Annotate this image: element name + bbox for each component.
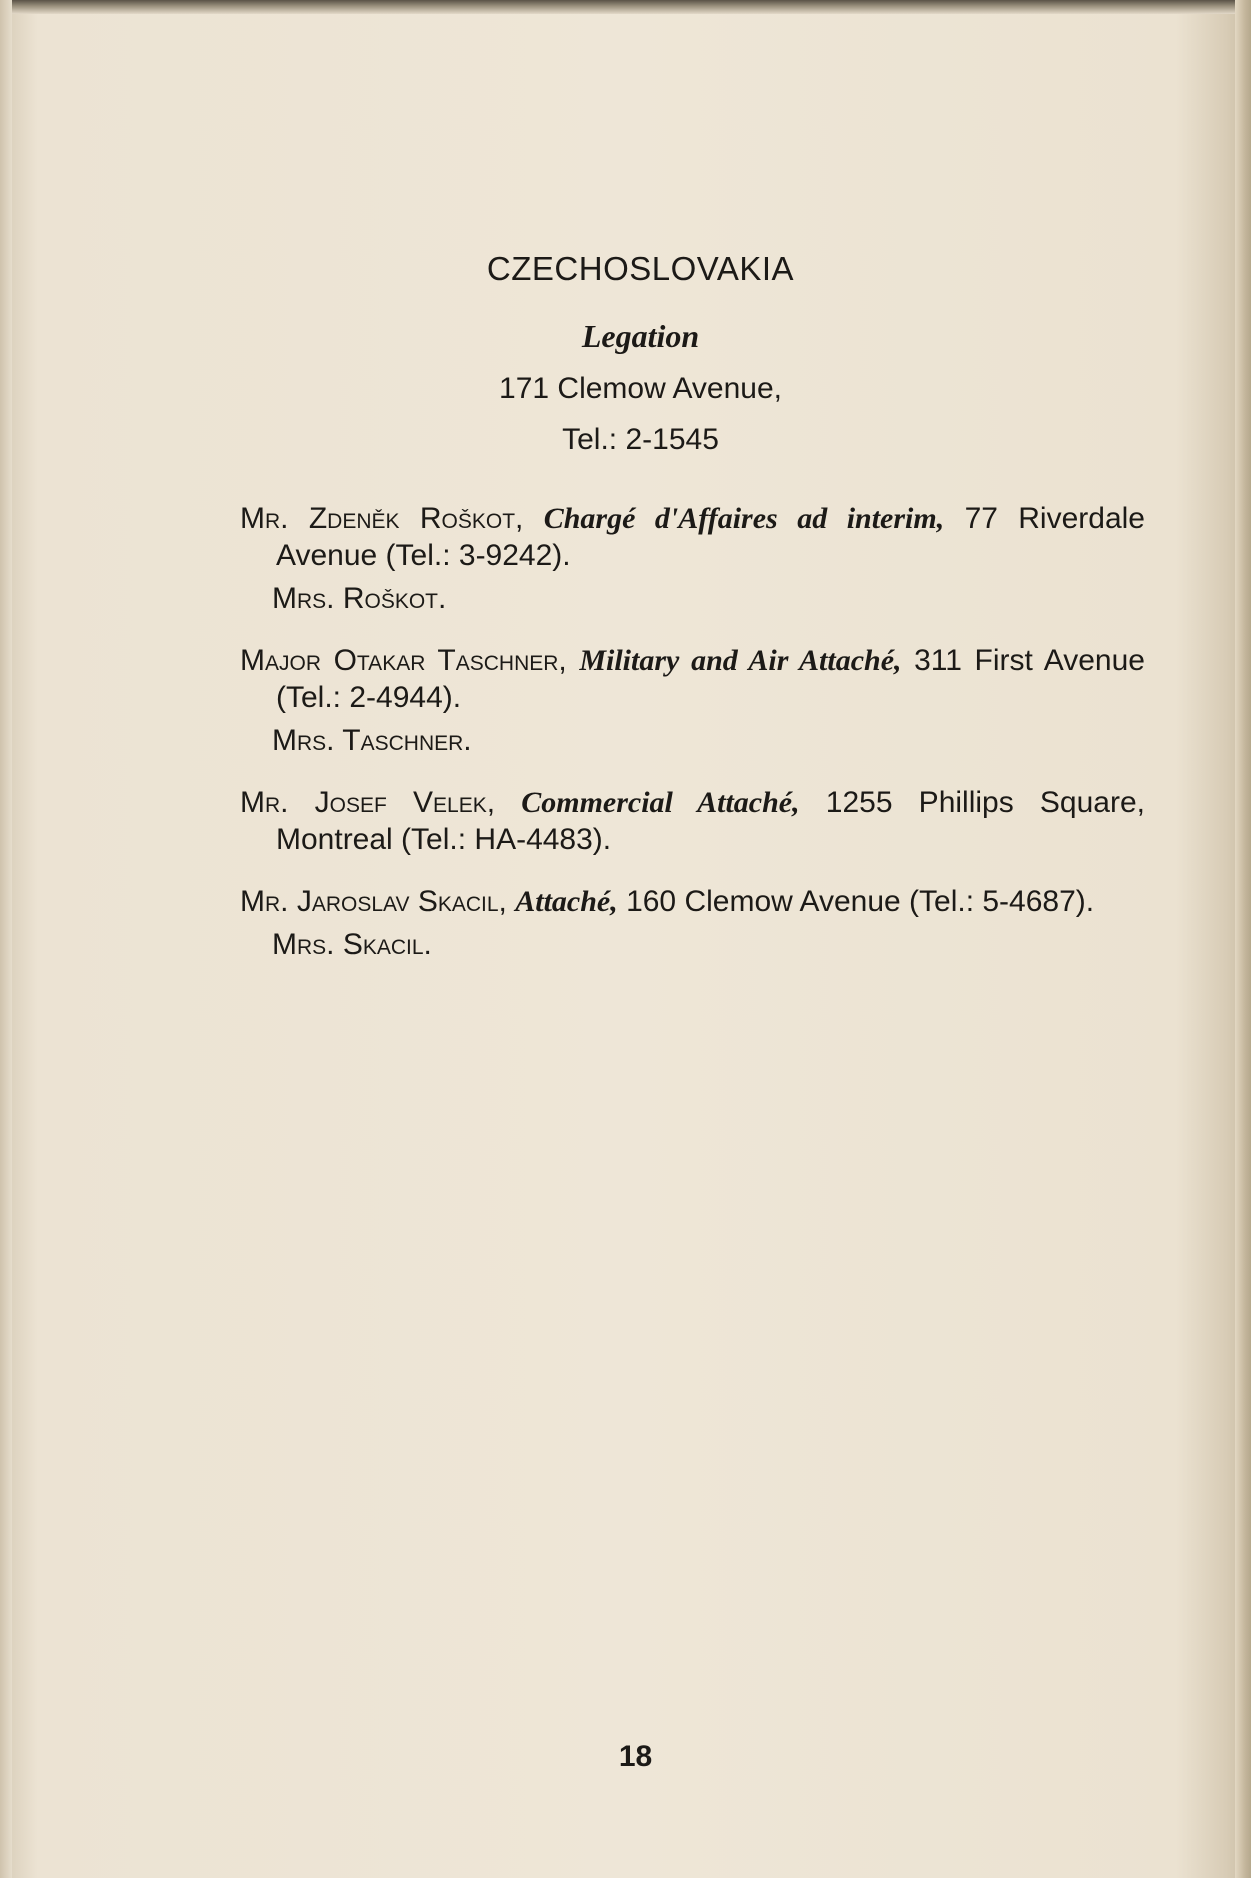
entry-title: Mr.	[240, 786, 289, 819]
legation-address: 171 Clemow Avenue,	[499, 372, 782, 405]
entry-role: Military and Air Attaché,	[579, 644, 902, 677]
page-top-edge	[0, 0, 1251, 14]
entry-name: Jaroslav Skacil,	[296, 885, 507, 918]
page-number: 18	[618, 1740, 653, 1773]
entry-role: Chargé d'Affaires ad interim,	[543, 502, 945, 535]
entry-title: Mr.	[240, 502, 289, 535]
entry-details: 160 Clemow Avenue (Tel.: 5-4687).	[626, 885, 1095, 918]
entry-details: 311 First Avenue (Tel.: 2-4944).	[276, 644, 1145, 714]
country-heading: CZECHOSLOVAKIA	[486, 250, 795, 287]
staff-entry	[240, 883, 1145, 920]
entry-title: Mr.	[240, 885, 289, 918]
entry-name: Josef Velek,	[314, 786, 496, 819]
entry-spouse: Mrs. Taschner.	[272, 724, 472, 757]
entry-name: Otakar Taschner,	[333, 644, 567, 677]
entry-role: Commercial Attaché,	[521, 786, 800, 819]
entry-spouse: Mrs. Roškot.	[272, 582, 447, 615]
entry-title: Major	[240, 644, 321, 677]
entry-role: Attaché,	[515, 885, 618, 918]
entry-spouse: Mrs. Skacil.	[272, 928, 432, 961]
legation-telephone: Tel.: 2-1545	[562, 423, 719, 456]
mission-type: Legation	[581, 318, 700, 354]
entry-details: 77 Riverdale Avenue (Tel.: 3-9242).	[276, 502, 1145, 572]
staff-entry	[240, 784, 1145, 858]
entry-name: Zdeněk Roškot,	[308, 502, 524, 535]
staff-entry	[240, 642, 1145, 716]
entry-details: 1255 Phillips Square, Montreal (Tel.: HA-4483).	[276, 786, 1145, 856]
staff-entry	[240, 500, 1145, 574]
staff-list	[240, 500, 1145, 963]
